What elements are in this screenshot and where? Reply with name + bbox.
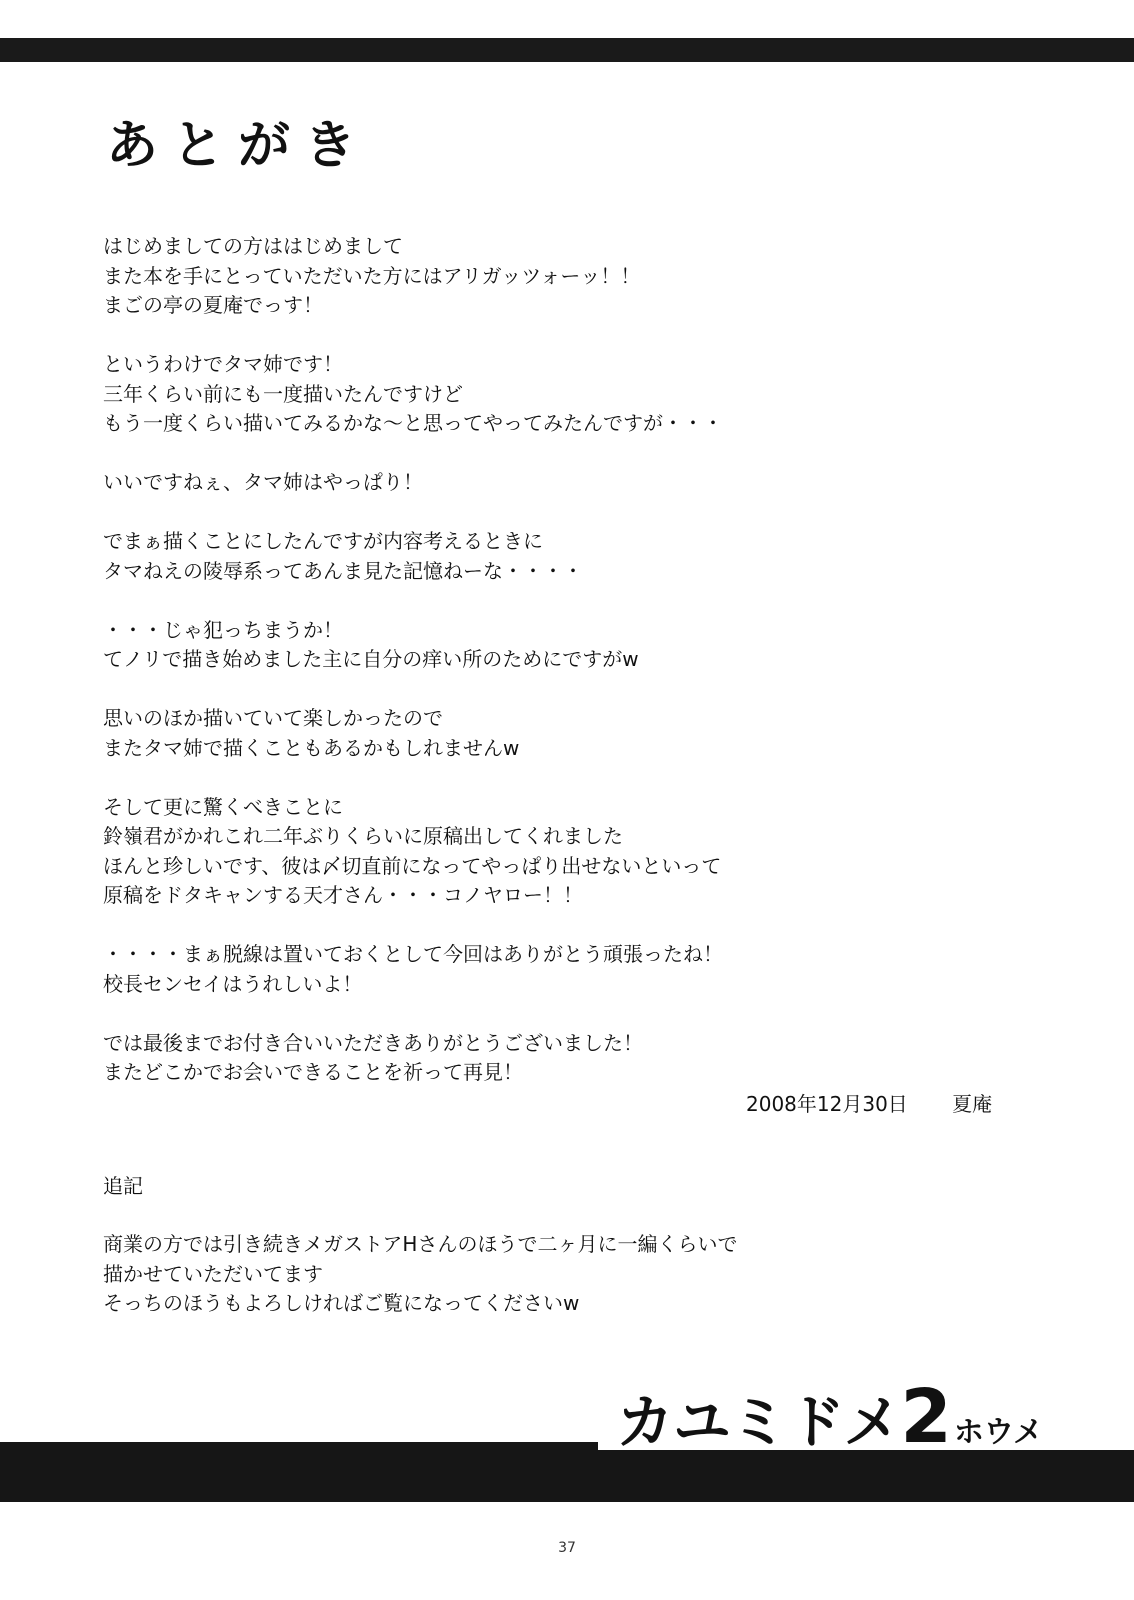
paragraph	[103, 527, 863, 586]
text-line: ・・・・まぁ脱線は置いておくとして今回はありがとう頑張ったね！	[103, 942, 723, 966]
text-line: また本を手にとっていただいた方にはアリガッツォーッ！！	[103, 263, 641, 288]
logo-sub-text: ホウメ	[953, 1415, 1044, 1450]
paragraph	[103, 1029, 863, 1088]
logo-main-text: カユミドメ	[616, 1388, 901, 1456]
signature	[746, 1090, 992, 1120]
top-border-bar	[0, 38, 1134, 62]
text-line: 描かせていただいてます	[103, 1261, 323, 1286]
text-line: またどこかでお会いできることを祈って再見！	[103, 1060, 523, 1084]
text-line: 原稿をドタキャンする天才さん・・・コノヤロー！！	[103, 883, 583, 907]
paragraph	[103, 940, 863, 999]
text-line: では最後までお付き合いいただきありがとうございました！	[103, 1030, 643, 1055]
text-line: 鈴嶺君がかれこれ二年ぶりくらいに原稿出してくれました	[103, 824, 623, 848]
text-line: ・・・じゃ犯っちまうか！	[103, 617, 343, 642]
postscript-title: 追記	[103, 1174, 143, 1198]
text-line: まごの亭の夏庵でっす！	[103, 293, 323, 317]
book-title-logo	[616, 1374, 1044, 1460]
text-line: またタマ姉で描くこともあるかもしれませんw	[103, 735, 520, 760]
text-line: 三年くらい前にも一度描いたんですけど	[103, 381, 463, 406]
paragraph	[103, 232, 863, 321]
text-line: てノリで描き始めました主に自分の痒い所のためにですがw	[103, 647, 639, 671]
afterword-body	[103, 232, 863, 1117]
signature-date: 2008年12月30日	[746, 1092, 908, 1116]
text-line: そして更に驚くべきことに	[103, 794, 343, 819]
text-line: はじめましての方ははじめまして	[103, 234, 403, 258]
text-line: もう一度くらい描いてみるかな～と思ってやってみたんですが・・・	[103, 411, 723, 435]
postscript-body	[103, 1230, 863, 1319]
paragraph	[103, 616, 863, 675]
logo-number: 2	[900, 1374, 952, 1460]
signature-author: 夏庵	[952, 1092, 993, 1116]
paragraph	[103, 468, 863, 498]
text-line: 商業の方では引き続きメガストアHさんのほうで二ヶ月に一編くらいで	[103, 1232, 738, 1256]
text-line: いいですねぇ、タマ姉はやっぱり！	[103, 470, 423, 494]
text-line: でまぁ描くことにしたんですが内容考えるときに	[103, 529, 543, 553]
text-line: というわけでタマ姉です！	[103, 352, 343, 376]
text-line: 校長センセイはうれしいよ！	[103, 971, 363, 996]
paragraph	[103, 793, 863, 911]
text-line: タマねえの陵辱系ってあんま見た記憶ねーな・・・・	[103, 558, 583, 583]
text-line: そっちのほうもよろしければご覧になってくださいw	[103, 1291, 580, 1315]
text-line: ほんと珍しいです、彼は〆切直前になってやっぱり出せないといって	[103, 853, 722, 878]
paragraph	[103, 350, 863, 439]
page-heading: あとがき	[106, 116, 371, 176]
paragraph	[103, 704, 863, 763]
page-number: 37	[558, 1540, 576, 1556]
text-line: 思いのほか描いていて楽しかったので	[103, 706, 443, 730]
